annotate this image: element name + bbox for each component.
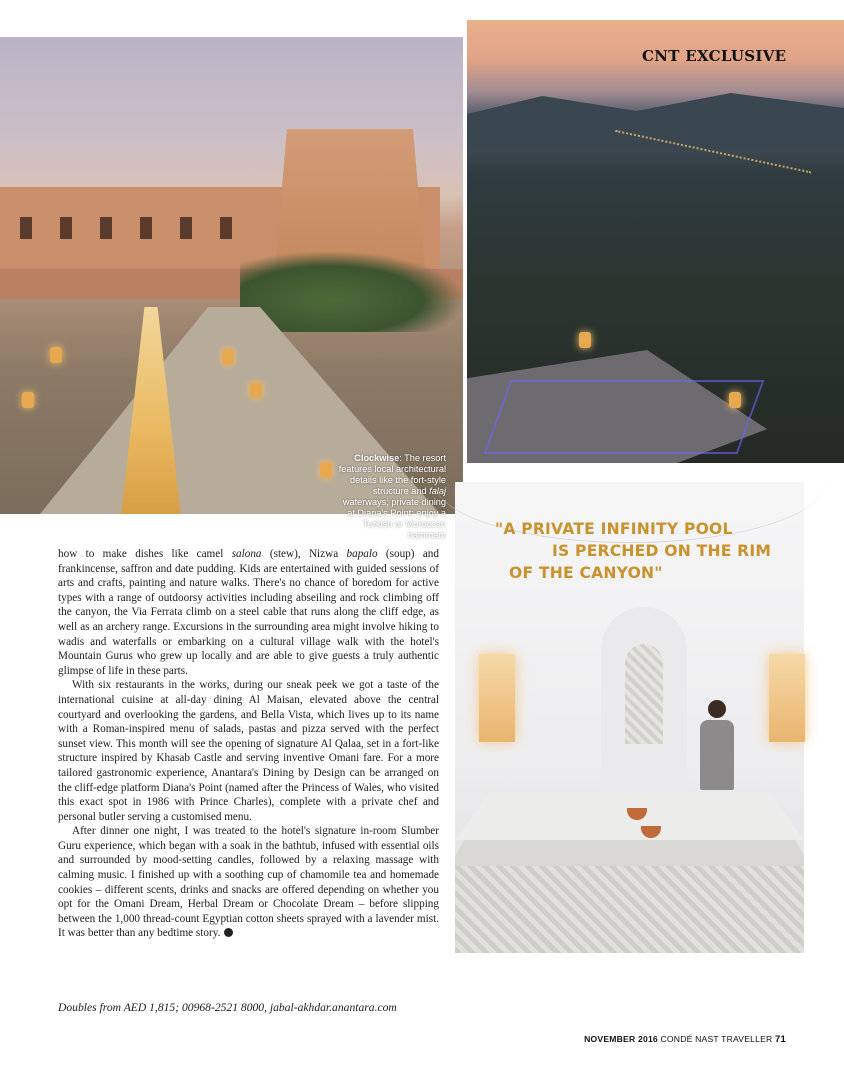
resort-fort-photo — [0, 37, 463, 540]
text-run: how to make dishes like camel — [58, 548, 232, 560]
lantern — [222, 349, 234, 365]
caption-text: : The resort features local architectural details like the fort-style structure and — [338, 453, 446, 496]
article-body — [58, 547, 439, 941]
mosaic-slab-base — [455, 866, 804, 953]
lit-alcove-right — [769, 654, 805, 742]
lantern — [579, 332, 591, 348]
folio-date: NOVEMBER 2016 — [584, 1034, 658, 1044]
hammam-photo — [455, 482, 804, 953]
garden-greenery — [240, 252, 463, 332]
folio-magazine: CONDÉ NAST TRAVELLER — [660, 1034, 773, 1044]
page-number: 71 — [775, 1034, 786, 1045]
text-run: (stew), Nizwa — [261, 548, 347, 560]
fort-tower — [275, 129, 425, 269]
lantern — [320, 462, 332, 478]
caption-lead: Clockwise — [354, 453, 400, 463]
text-run: After dinner one night, I was treated to the hotel's signature in-room Slumber Guru experience, which began with a soak in the bathtub, infused with essential oils and surrounded by mood-setting candles, followed by a relaxing massage with calming music. I finished up with a soothing cup of chamomile tea and homemade cookies – different scents, drinks and snacks are offered depending on whether you opt for the Omani Dream, Herbal Dream or Chocolate Dream – before slipping between the 1,000 thread-count Egyptian cotton sheets sprayed with a lavender mist. It was better than any bedtime story. — [58, 825, 439, 940]
photo-caption — [334, 453, 446, 541]
caption-italic: falaj — [429, 486, 446, 496]
canyon-night-photo — [467, 20, 844, 463]
pull-quote-line: "A PRIVATE INFINITY POOL — [495, 520, 733, 538]
booking-info: Doubles from AED 1,815; 00968-2521 8000, jabal-akhdar.anantara.com — [58, 1001, 397, 1014]
spa-attendant — [700, 700, 734, 800]
caption-text-end: waterways; private dining at Diana's Point; enjoy a Turkish or Moroccan hammam — [342, 497, 446, 540]
pull-quote-line: OF THE CANYON" — [509, 564, 663, 582]
pull-quote-line: IS PERCHED ON THE RIM — [552, 542, 772, 560]
pull-quote — [495, 518, 771, 584]
page-folio — [584, 1034, 786, 1045]
lantern — [22, 392, 34, 408]
lit-alcove-left — [479, 654, 515, 742]
lantern — [50, 347, 62, 363]
cnt-exclusive-badge: CNT EXCLUSIVE — [642, 47, 787, 65]
italic-term: bapalo — [346, 548, 378, 560]
mosaic-tile-niche — [625, 644, 663, 744]
text-run: (soup) and frankincense, saffron and date pudding. Kids are entertained with guided sessions of arts and crafts, painting and nature walks. There's no chance of boredom for active types with a range of outdoorsy activities including abseiling and rock climbing off the canyon, the Via Ferrata climb on a steel cable that runs along the cliff edge, as well as an archery range. Excursions in the surrounding area might involve hiking to wadis and waterfalls or embarking on a cultural village walk with the hotel's Mountain Gurus who grew up locally and are able to give guests a truly authentic glimpse of life in these parts. — [58, 548, 439, 677]
paragraph: With six restaurants in the works, during our sneak peek we got a taste of the international cuisine at all-day dining Al Maisan, elevated above the central courtyard and overlooking the gardens, and Bella Vista, which lives up to its name with a Roman-inspired menu of salads, pastas and pizza served with the perfect sunset view. This month will see the opening of signature Al Qalaa, set in a fort-like structure inspired by Khasab Castle and serving inventive Omani fare. For a more tailored gastronomic experience, Anantara's Dining by Design can be arranged on the cliff-edge platform Diana's Point (named after the Princess of Wales, who visited this exact spot in 1986 with Prince Charles), complete with a private chef and personal butler serving a customised menu. — [58, 679, 439, 823]
lantern — [729, 392, 741, 408]
end-mark-icon — [224, 928, 233, 937]
italic-term: salona — [231, 548, 262, 560]
paragraph — [58, 824, 439, 941]
paragraph — [58, 547, 439, 678]
lantern — [250, 382, 262, 398]
